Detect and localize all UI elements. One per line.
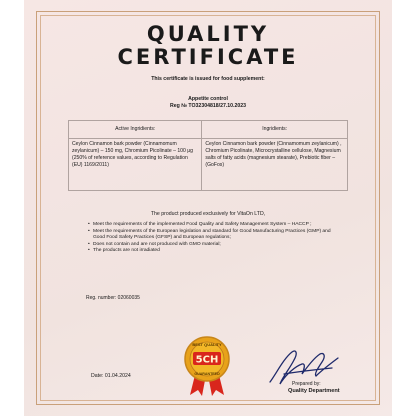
issue-date: Date: 01.04.2024 [91,373,131,379]
list-item: • The products are not irradiated [88,248,343,255]
quality-seal [180,335,234,397]
signature-stroke [270,351,338,384]
list-item: • Meet the requirements of the European legislation and standard for Good Manufacturing Practices (GMP) and Good Food Safety Practices (GFSP) and European regulations; [88,229,343,242]
issued-for-text: This certificate is issued for food supplement: [151,76,265,82]
title-line-2: CERTIFICATE [117,45,299,69]
active-ingredients-cell: Ceylon Cinnamon bark powder (Cinnamomum zeylanicum) – 150 mg, Chromium Picolinate – 100 μg (250% of reference values, according to Regulation (EU) 1169/2011) [69,139,202,191]
ingredients-cell: Ceylon Cinnamon bark powder (Cinnamomum zeylanicum) , Chromium Picolinate, Microcrystalline cellulose, Magnesium salts of fatty acids (magnesium stearate), Prebiotic fiber – (GoFos) [202,139,348,191]
seal-badge-text: 5CH [195,354,219,366]
list-item: • Does not contain and are not produced with GMO material; [88,242,343,249]
product-name: Appetite control [188,96,228,102]
ingredients-table [68,120,348,191]
reg-number: Reg. number: 02060035 [86,295,140,301]
prepared-by-label: Prepared by: [292,381,321,387]
registration-line: Reg № TO32304818/27.10.2023 [169,103,247,109]
seal-top-text: BEST QUALITY [192,342,222,347]
requirements-list [88,222,343,255]
list-item: • Meet the requirements of the implemented Food Quality and Safety Management System – HACCP ; [88,222,343,229]
seal-bottom-text: GUARANTEED [194,372,220,376]
title-line-1: QUALITY [146,22,270,46]
produced-for-text: The product produced exclusively for VitaOn LTD, [150,211,266,217]
department-name: Quality Department [288,388,340,394]
active-ingredients-header: Active Ingridients: [69,121,202,139]
ingredients-header: Ingridients: [202,121,348,139]
